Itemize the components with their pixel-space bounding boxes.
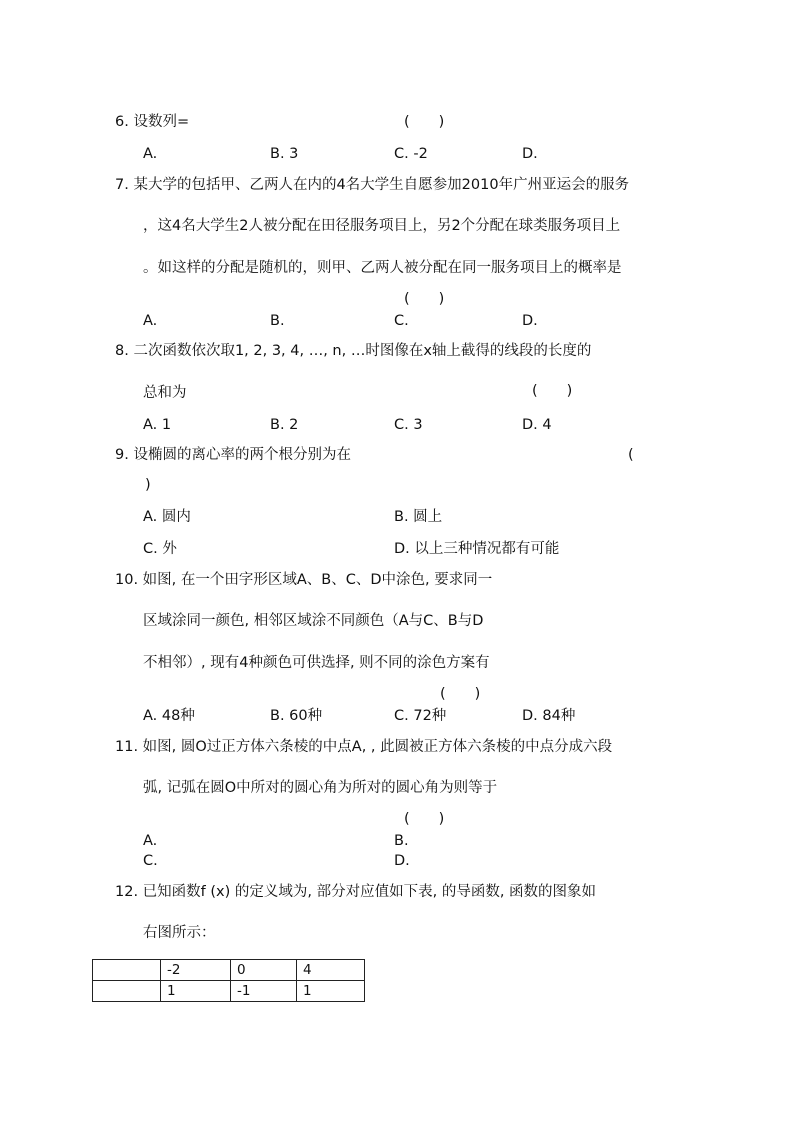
q12-line-1: 12. 已知函数f (x) 的定义域为, 部分对应值如下表, 的导函数, 函数的图象如 [115, 884, 597, 900]
q11-option-b: B. [394, 833, 409, 849]
q10-line-1: 10. 如图, 在一个田字形区域A、B、C、D中涂色, 要求同一 [115, 572, 493, 588]
table-row [93, 981, 365, 1002]
q10-answer-paren: ( ) [440, 686, 481, 702]
q9-option-d: D. 以上三种情况都有可能 [394, 541, 560, 557]
q9-option-b: B. 圆上 [394, 509, 443, 525]
q11-option-c: C. [143, 853, 158, 869]
q9-option-a: A. 圆内 [143, 509, 191, 525]
q8-option-a: A. 1 [143, 417, 172, 433]
q10-option-c: C. 72种 [394, 708, 447, 724]
q11-option-a: A. [143, 833, 158, 849]
q8-option-b: B. 2 [270, 417, 299, 433]
table-cell [93, 960, 161, 981]
table-cell: -2 [161, 960, 231, 981]
q7-line-1: 7. 某大学的包括甲、乙两人在内的4名大学生自愿参加2010年广州亚运会的服务 [115, 177, 630, 193]
q9-option-c: C. 外 [143, 541, 177, 557]
table-cell: 0 [231, 960, 297, 981]
q10-option-a: A. 48种 [143, 708, 195, 724]
q10-line-3: 不相邻）, 现有4种颜色可供选择, 则不同的涂色方案有 [143, 655, 490, 671]
table-cell [93, 981, 161, 1002]
table-cell: 4 [297, 960, 365, 981]
q8-answer-paren: ( ) [532, 383, 573, 399]
q11-line-2: 弧, 记弧在圆O中所对的圆心角为所对的圆心角为则等于 [143, 780, 498, 796]
q7-line-2: ，这4名大学生2人被分配在田径服务项目上，另2个分配在球类服务项目上 [143, 218, 621, 234]
q8-option-d: D. 4 [522, 417, 552, 433]
q7-option-b: B. [270, 313, 285, 329]
q6-option-c: C. -2 [394, 146, 428, 162]
q7-option-c: C. [394, 313, 409, 329]
q8-line-2: 总和为 [143, 385, 187, 401]
table-cell: -1 [231, 981, 297, 1002]
q11-answer-paren: ( ) [404, 811, 445, 827]
q6-option-b: B. 3 [270, 146, 299, 162]
q6-answer-paren: ( ) [404, 114, 445, 130]
q6-stem: 6. 设数列= [115, 114, 190, 130]
q9-paren-open: ( [628, 447, 634, 463]
q6-option-d: D. [522, 146, 538, 162]
table-cell: 1 [161, 981, 231, 1002]
q9-paren-close: ) [145, 477, 151, 493]
q11-line-1: 11. 如图, 圆O过正方体六条棱的中点A, , 此圆被正方体六条棱的中点分成六段 [115, 739, 613, 755]
q12-line-2: 右图所示： [143, 925, 216, 941]
value-table [92, 959, 365, 1002]
q8-line-1: 8. 二次函数依次取1, 2, 3, 4, …, n, …时图像在x轴上截得的线段的长度的 [115, 343, 592, 359]
q7-line-3: 。如这样的分配是随机的，则甲、乙两人被分配在同一服务项目上的概率是 [143, 260, 622, 276]
q7-option-a: A. [143, 313, 158, 329]
q10-line-2: 区域涂同一颜色, 相邻区域涂不同颜色（A与C、B与D [143, 613, 484, 629]
q10-option-b: B. 60种 [270, 708, 323, 724]
q7-option-d: D. [522, 313, 538, 329]
q10-option-d: D. 84种 [522, 708, 576, 724]
table-row [93, 960, 365, 981]
q6-option-a: A. [143, 146, 158, 162]
q11-option-d: D. [394, 853, 410, 869]
q8-option-c: C. 3 [394, 417, 423, 433]
q7-answer-paren: ( ) [404, 291, 445, 307]
table-cell: 1 [297, 981, 365, 1002]
q9-line-1: 9. 设椭圆的离心率的两个根分别为在 [115, 447, 351, 463]
